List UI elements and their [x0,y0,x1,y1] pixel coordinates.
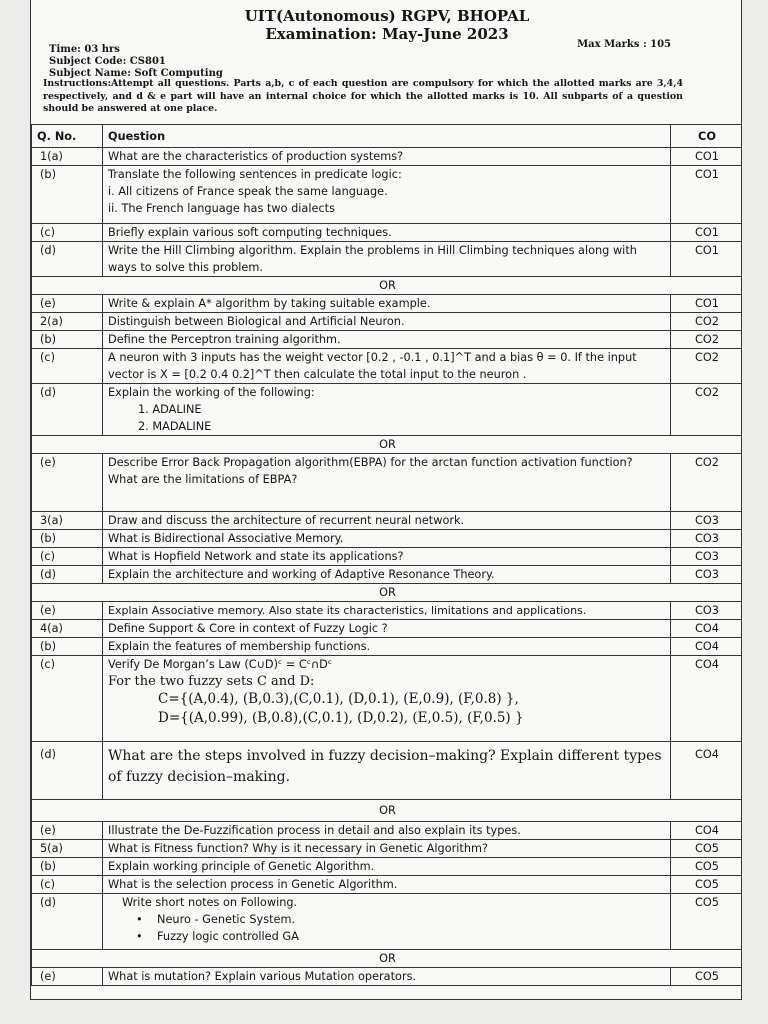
course-outcome: CO2 [671,384,743,436]
question-number: (b) [32,331,103,349]
sub-item: ii. The French language has two dialects [108,202,335,215]
question-text [103,656,671,742]
course-outcome: CO4 [671,822,743,840]
question-number: (e) [32,822,103,840]
paper-header [31,0,742,130]
bullet-text: Neuro - Genetic System. [157,913,296,926]
table-row [32,148,743,166]
course-outcome: CO2 [671,454,743,512]
question-number: (c) [32,224,103,242]
course-outcome: CO5 [671,876,743,894]
table-row [32,454,743,512]
question-number: 4(a) [32,620,103,638]
question-text: Define the Perceptron training algorithm. [103,331,671,349]
question-stem: Explain the working of the following: [108,386,315,399]
table-row [32,384,743,436]
course-outcome: CO3 [671,566,743,584]
table-row [32,166,743,224]
table-row [32,894,743,950]
max-marks: Max Marks : 105 [577,39,671,50]
table-row [32,331,743,349]
question-number: 2(a) [32,313,103,331]
question-table [31,124,742,986]
table-row [32,566,743,584]
question-text: Explain Associative memory. Also state its characteristics, limitations and applications. [103,602,671,620]
question-stem: Verify De Morgan’s Law (C∪D)ᶜ = Cᶜ∩Dᶜ [108,658,333,671]
subject-code: Subject Code: CS801 [49,56,166,67]
course-outcome: CO4 [671,638,743,656]
question-text: Explain the architecture and working of Adaptive Resonance Theory. [103,566,671,584]
or-row [32,584,743,602]
question-number: (c) [32,876,103,894]
bullet-item [108,928,665,945]
or-row [32,436,743,454]
question-stem: Translate the following sentences in predicate logic: [108,168,402,181]
list-item: 1. ADALINE [138,403,202,416]
col-co-header: CO [671,125,743,148]
question-stem: Write short notes on Following. [122,896,298,909]
question-text: Explain working principle of Genetic Algorithm. [103,858,671,876]
question-number: (e) [32,602,103,620]
table-row [32,530,743,548]
course-outcome: CO5 [671,840,743,858]
table-row [32,656,743,742]
course-outcome: CO3 [671,548,743,566]
course-outcome: CO5 [671,968,743,986]
or-separator: OR [32,277,743,295]
fuzzy-set-c: C={(A,0.4), (B,0.3),(C,0.1), (D,0.1), (E,0.9), (F,0.8) }, [158,691,519,707]
or-row [32,800,743,822]
question-text: What are the characteristics of production systems? [103,148,671,166]
course-outcome: CO3 [671,512,743,530]
question-number: (c) [32,548,103,566]
question-number: (b) [32,858,103,876]
question-text: Briefly explain various soft computing techniques. [103,224,671,242]
bullet-item [108,911,665,928]
question-text: Define Support & Core in context of Fuzzy Logic ? [103,620,671,638]
question-text: Describe Error Back Propagation algorithm(EBPA) for the arctan function activation function? What are the limitations of EBPA? [103,454,671,512]
course-outcome: CO3 [671,530,743,548]
sub-item: i. All citizens of France speak the same language. [108,185,388,198]
table-header-row [32,125,743,148]
time: Time: 03 hrs [49,44,120,55]
question-number: (e) [32,295,103,313]
question-number: (b) [32,638,103,656]
course-outcome: CO4 [671,620,743,638]
question-number: (c) [32,656,103,742]
or-row [32,950,743,968]
or-separator: OR [32,584,743,602]
question-text: What is Bidirectional Associative Memory. [103,530,671,548]
table-row [32,876,743,894]
course-outcome: CO2 [671,331,743,349]
question-text: Write & explain A* algorithm by taking suitable example. [103,295,671,313]
question-text: What is Fitness function? Why is it necessary in Genetic Algorithm? [103,840,671,858]
table-row [32,620,743,638]
table-row [32,224,743,242]
course-outcome: CO1 [671,242,743,277]
question-number: (e) [32,454,103,512]
instructions: Instructions:Attempt all questions. Parts a,b, c of each question are compulsory for which the allotted marks are 3,4,4 respectively, and d & e part will have an internal choice for which the allotted marks is 10. All subparts of a question should be answered at one place. [43,78,683,114]
or-separator: OR [32,436,743,454]
col-question-header: Question [103,125,671,148]
question-text: What are the steps involved in fuzzy decision–making? Explain different types of fuzzy decision–making. [103,742,671,800]
table-row [32,349,743,384]
bullet-icon: • [136,930,158,943]
table-row [32,242,743,277]
question-text: Explain the features of membership functions. [103,638,671,656]
question-number: (b) [32,166,103,224]
subject-name: Subject Name: Soft Computing [49,68,223,79]
university-title: UIT(Autonomous) RGPV, BHOPAL [244,7,530,25]
table-row [32,822,743,840]
question-text: What is the selection process in Genetic Algorithm. [103,876,671,894]
question-text: Illustrate the De-Fuzzification process in detail and also explain its types. [103,822,671,840]
question-text: What is Hopfield Network and state its applications? [103,548,671,566]
question-number: (d) [32,894,103,950]
table-row [32,742,743,800]
question-text: A neuron with 3 inputs has the weight vector [0.2 , -0.1 , 0.1]^T and a bias θ = 0. If the input vector is X = [0.2 0.4 0.2]^T then calculate the total input to the neuron . [103,349,671,384]
course-outcome: CO3 [671,602,743,620]
course-outcome: CO1 [671,224,743,242]
or-row [32,277,743,295]
table-row [32,840,743,858]
question-number: 5(a) [32,840,103,858]
question-number: (d) [32,566,103,584]
fuzzy-set-d: D={(A,0.99), (B,0.8),(C,0.1), (D,0.2), (E,0.5), (F,0.5) } [158,710,524,726]
course-outcome: CO4 [671,656,743,742]
list-item: 2. MADALINE [138,420,212,433]
table-row [32,548,743,566]
table-row [32,602,743,620]
question-text [103,894,671,950]
question-text [103,384,671,436]
table-row [32,638,743,656]
examination-title: Examination: May-June 2023 [265,25,509,43]
course-outcome: CO1 [671,148,743,166]
course-outcome: CO1 [671,166,743,224]
question-text: Write the Hill Climbing algorithm. Explain the problems in Hill Climbing techniques along with ways to solve this problem. [103,242,671,277]
course-outcome: CO1 [671,295,743,313]
question-number: (d) [32,242,103,277]
or-separator: OR [32,800,743,822]
exam-paper [30,0,742,1000]
course-outcome: CO2 [671,313,743,331]
table-row [32,968,743,986]
question-number: 3(a) [32,512,103,530]
course-outcome: CO5 [671,894,743,950]
table-row [32,858,743,876]
question-text: Draw and discuss the architecture of recurrent neural network. [103,512,671,530]
or-separator: OR [32,950,743,968]
table-row [32,295,743,313]
course-outcome: CO4 [671,742,743,800]
question-number: (d) [32,742,103,800]
question-line: For the two fuzzy sets C and D: [108,674,315,689]
question-number: (d) [32,384,103,436]
course-outcome: CO2 [671,349,743,384]
course-outcome: CO5 [671,858,743,876]
question-number: (b) [32,530,103,548]
table-row [32,313,743,331]
question-number: (c) [32,349,103,384]
question-text: What is mutation? Explain various Mutation operators. [103,968,671,986]
bullet-text: Fuzzy logic controlled GA [157,930,299,943]
table-row [32,512,743,530]
col-qno-header: Q. No. [32,125,103,148]
bullet-icon: • [136,913,158,926]
question-text: Distinguish between Biological and Artificial Neuron. [103,313,671,331]
question-number: (e) [32,968,103,986]
question-text [103,166,671,224]
question-number: 1(a) [32,148,103,166]
